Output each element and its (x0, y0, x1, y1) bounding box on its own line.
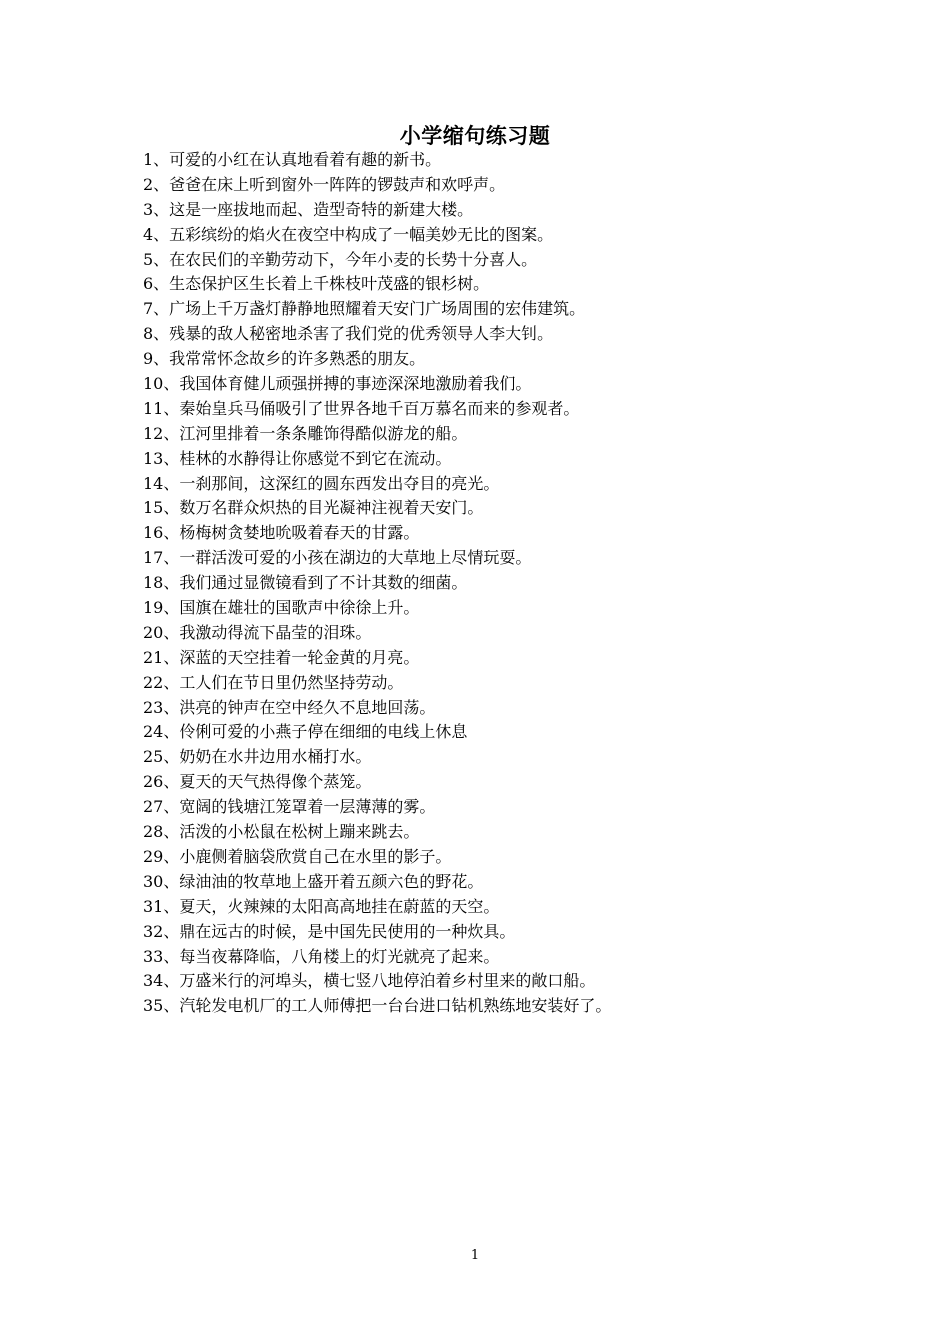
list-item: 22、工人们在节日里仍然坚持劳动。 (143, 672, 404, 692)
list-item: 25、奶奶在水井边用水桶打水。 (143, 747, 372, 767)
page-number: 1 (470, 1248, 480, 1263)
list-item: 17、一群活泼可爱的小孩在湖边的大草地上尽情玩耍。 (143, 548, 532, 568)
list-item: 27、宽阔的钱塘江笼罩着一层薄薄的雾。 (143, 797, 436, 817)
list-item: 34、万盛米行的河埠头，横七竖八地停泊着乡村里来的敞口船。 (143, 971, 596, 991)
list-item: 28、活泼的小松鼠在松树上蹦来跳去。 (143, 822, 420, 842)
list-item: 20、我激动得流下晶莹的泪珠。 (143, 622, 372, 642)
list-item: 23、洪亮的钟声在空中经久不息地回荡。 (143, 697, 436, 717)
list-item: 8、残暴的敌人秘密地杀害了我们党的优秀领导人李大钊。 (143, 324, 554, 344)
list-item: 13、桂林的水静得让你感觉不到它在流动。 (143, 448, 452, 468)
list-item: 14、一刹那间，这深红的圆东西发出夺目的亮光。 (143, 473, 500, 493)
list-item: 26、夏天的天气热得像个蒸笼。 (143, 772, 372, 792)
list-item: 5、在农民们的辛勤劳动下，今年小麦的长势十分喜人。 (143, 249, 538, 269)
list-item: 9、我常常怀念故乡的许多熟悉的朋友。 (143, 349, 426, 369)
list-item: 11、秦始皇兵马俑吸引了世界各地千百万慕名而来的参观者。 (143, 398, 580, 418)
list-item: 29、小鹿侧着脑袋欣赏自己在水里的影子。 (143, 846, 452, 866)
list-item: 30、绿油油的牧草地上盛开着五颜六色的野花。 (143, 871, 484, 891)
page-title: 小学缩句练习题 (399, 123, 551, 148)
list-item: 32、鼎在远古的时候，是中国先民使用的一种炊具。 (143, 921, 516, 941)
list-item: 16、杨梅树贪婪地吮吸着春天的甘露。 (143, 523, 420, 543)
list-item: 18、我们通过显微镜看到了不计其数的细菌。 (143, 573, 468, 593)
list-item: 7、广场上千万盏灯静静地照耀着天安门广场周围的宏伟建筑。 (143, 299, 586, 319)
list-item: 21、深蓝的天空挂着一轮金黄的月亮。 (143, 647, 420, 667)
list-item: 1、可爱的小红在认真地看着有趣的新书。 (143, 150, 442, 169)
list-item: 31、夏天，火辣辣的太阳高高地挂在蔚蓝的天空。 (143, 896, 500, 916)
list-item: 6、生态保护区生长着上千株枝叶茂盛的银杉树。 (143, 274, 490, 294)
list-item: 10、我国体育健儿顽强拼搏的事迹深深地激励着我们。 (143, 374, 532, 394)
list-item: 12、江河里排着一条条雕饰得酷似游龙的船。 (143, 423, 468, 443)
exercise-list (143, 148, 843, 1019)
list-item: 4、五彩缤纷的焰火在夜空中构成了一幅美妙无比的图案。 (143, 224, 554, 244)
list-item: 35、汽轮发电机厂的工人师傅把一台台进口钻机熟练地安装好了。 (143, 996, 612, 1016)
list-item: 24、伶俐可爱的小燕子停在细细的电线上休息 (143, 722, 468, 742)
list-item: 33、每当夜幕降临，八角楼上的灯光就亮了起来。 (143, 946, 500, 966)
list-item: 3、这是一座拔地而起、造型奇特的新建大楼。 (143, 199, 474, 219)
list-item: 2、爸爸在床上听到窗外一阵阵的锣鼓声和欢呼声。 (143, 174, 506, 194)
list-item: 15、数万名群众炽热的目光凝神注视着天安门。 (143, 498, 484, 518)
list-item: 19、国旗在雄壮的国歌声中徐徐上升。 (143, 598, 420, 618)
